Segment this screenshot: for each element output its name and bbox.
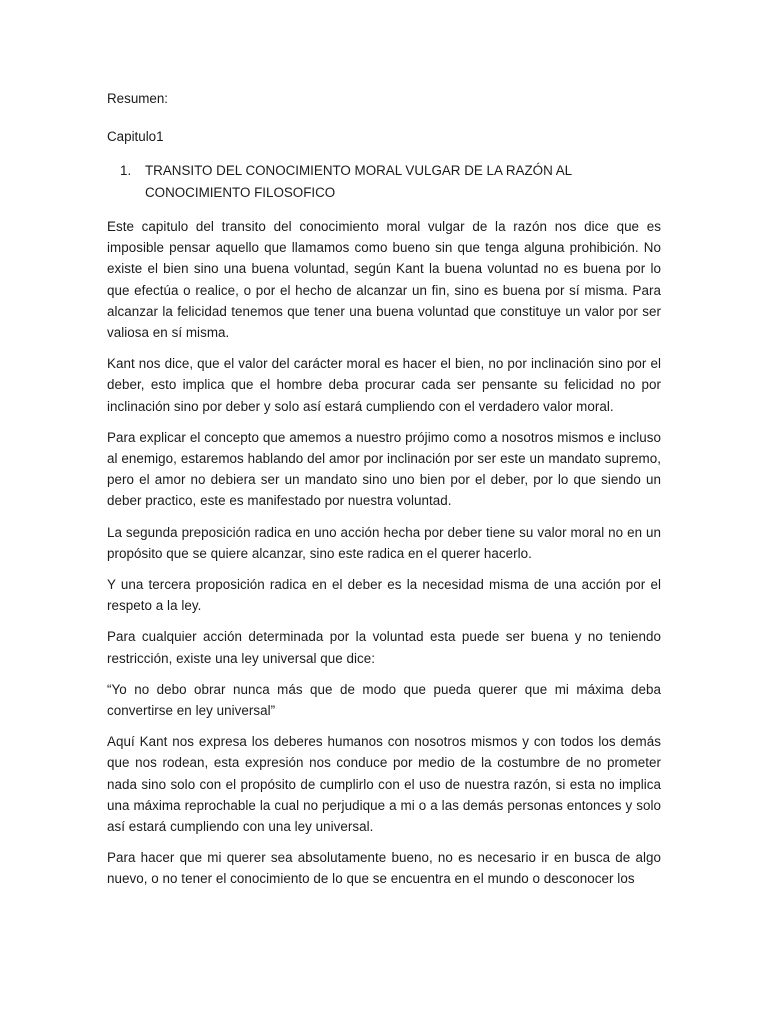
list-item-text: TRANSITO DEL CONOCIMIENTO MORAL VULGAR DE LA RAZÓN AL CONOCIMIENTO FILOSOFICO [145,163,572,200]
list-item-number: 1. [120,163,132,178]
list-item [107,160,661,204]
paragraph-8: Aquí Kant nos expresa los deberes humanos con nosotros mismos y con todos los demás que nos rodean, esta expresión nos conduce por medio de la costumbre de no prometer nada sino solo con el propósito de cumplirlo con el uso de nuestra razón, si esta no implica una máxima reprochable la cual no perjudique a mi o a las demás personas entonces y solo así estará cumpliendo con una ley universal. [107,734,661,835]
summary-heading: Resumen: [107,91,169,106]
quote-paragraph: “Yo no debo obrar nunca más que de modo que pueda querer que mi máxima deba convertirse en ley universal” [107,681,661,719]
paragraph-5: Y una tercera proposición radica en el deber es la necesidad misma de una acción por el respeto a la ley. [107,577,661,614]
paragraph-3: Para explicar el concepto que amemos a nuestro prójimo como a nosotros mismos e incluso al enemigo, estaremos hablando del amor por inclinación por ser este un mandato supremo, pero el amor no debiera ser un mandato sino uno bien por el deber, por lo que siendo un deber practico, este es manifestado por nuestra voluntad. [107,429,661,509]
paragraph-9: Para hacer que mi querer sea absolutamente bueno, no es necesario ir en busca de algo nuevo, o no tener el conocimiento de lo que se encuentra en el mundo o desconocer los [107,850,661,887]
paragraph-2: Kant nos dice, que el valor del carácter moral es hacer el bien, no por inclinación sino por el deber, esto implica que el hombre deba procurar cada ser pensante su felicidad no por inclinación sino por deber y solo así estará cumpliendo con el verdadero valor moral. [107,356,661,414]
paragraph-6: Para cualquier acción determinada por la voluntad esta puede ser buena y no teniendo restricción, existe una ley universal que dice: [107,629,661,666]
document-page [107,88,661,900]
chapter-title: Capitulo1 [107,129,164,144]
paragraph-1: Este capitulo del transito del conocimiento moral vulgar de la razón nos dice que es imposible pensar aquello que llamamos como bueno sin que tenga alguna prohibición. No existe el bien sino una buena voluntad, según Kant la buena voluntad no es buena por lo que efectúa o realice, o por el hecho de alcanzar un fin, sino es buena por sí misma. Para alcanzar la felicidad tenemos que tener una buena voluntad que constituye un valor por ser valiosa en sí misma. [107,219,661,341]
paragraph-4: La segunda preposición radica en uno acción hecha por deber tiene su valor moral no en un propósito que se quiere alcanzar, sino este radica en el querer hacerlo. [107,524,661,561]
